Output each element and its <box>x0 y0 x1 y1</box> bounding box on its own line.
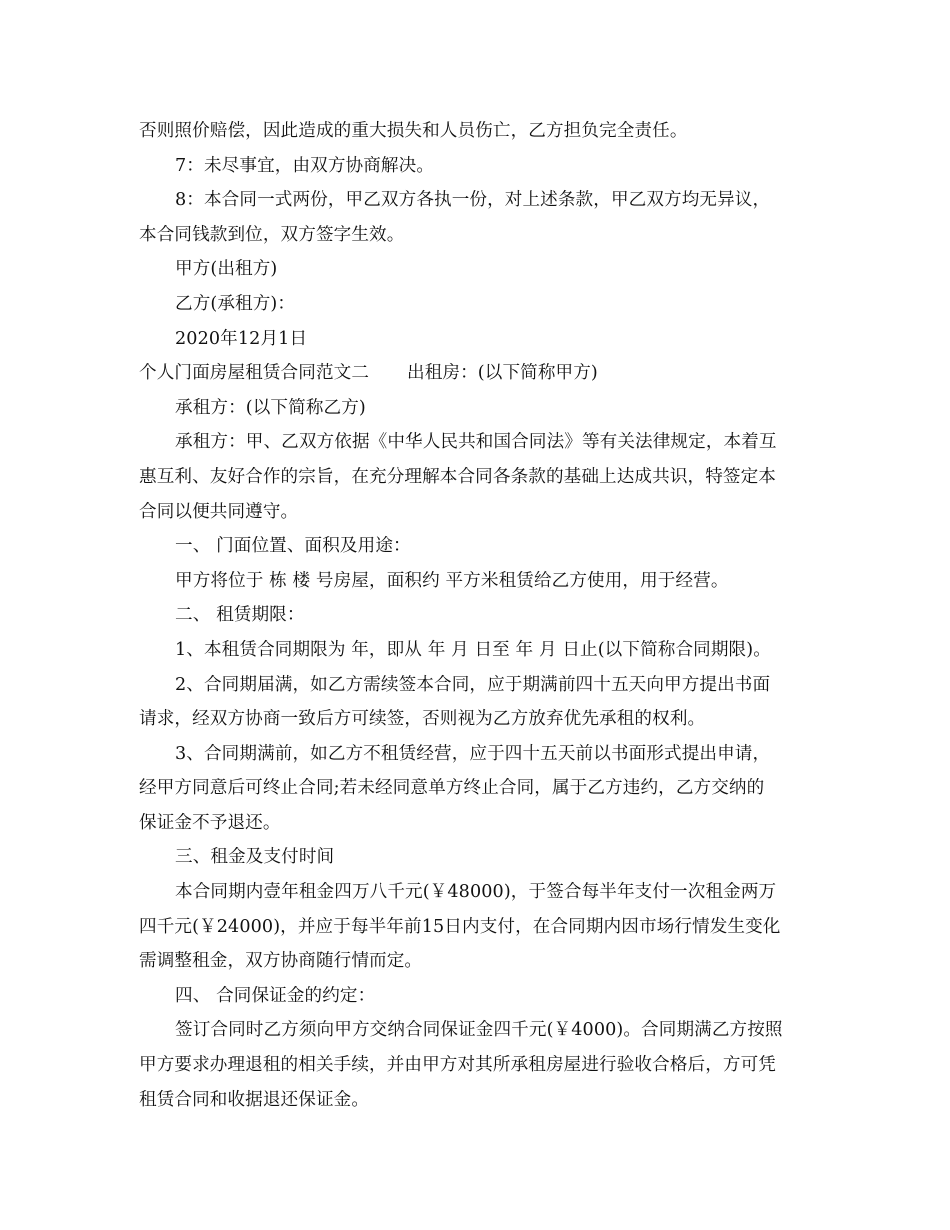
party-b-label: 乙方(承租方)： <box>175 293 296 314</box>
clause-heading: 二、 租赁期限： <box>175 605 305 626</box>
text-line: 8：本合同一式两份，甲乙双方各执一份，对上述条款，甲乙双方均无异议， <box>175 190 771 211</box>
text-line: 3、合同期满前，如乙方不租赁经营，应于四十五天前以书面形式提出申请， <box>175 743 771 764</box>
text-line: 本合同钱款到位，双方签字生效。 <box>139 224 405 245</box>
text-line: 本合同期内壹年租金四万八千元(￥48000)，于签合每半年支付一次租金两万 <box>175 882 777 903</box>
party-a-label: 甲方(出租方) <box>175 259 278 280</box>
text-line: 经甲方同意后可终止合同;若未经同意单方终止合同，属于乙方违约，乙方交纳的 <box>139 778 765 799</box>
lessee-label: 承租方：(以下简称乙方) <box>175 397 366 418</box>
text-line: 7：未尽事宜，由双方协商解决。 <box>175 155 435 176</box>
clause-heading: 三、租金及支付时间 <box>175 847 335 868</box>
text-line: 需调整租金，双方协商随行情而定。 <box>139 951 423 972</box>
text-line: 请求，经双方协商一致后方可续签，否则视为乙方放弃优先承租的权利。 <box>139 709 706 730</box>
text-line: 签订合同时乙方须向甲方交纳合同保证金四千元(￥4000)。合同期满乙方按照 <box>175 1020 783 1041</box>
clause-heading: 一、 门面位置、面积及用途： <box>175 536 411 557</box>
text-line: 甲方要求办理退租的相关手续，并由甲方对其所承租房屋进行验收合格后，方可凭 <box>139 1055 776 1076</box>
text-line: 1、本租赁合同期限为 年，即从 年 月 日至 年 月 日止(以下简称合同期限)。 <box>175 639 771 660</box>
text-line <box>139 356 819 391</box>
lessor-label: 出租房：(以下简称甲方) <box>407 363 598 384</box>
text-line: 甲方将位于 栋 楼 号房屋，面积约 平方米租赁给乙方使用，用于经营。 <box>175 570 729 591</box>
signing-date: 2020年12月1日 <box>175 328 308 349</box>
text-line: 保证金不予退还。 <box>139 812 281 833</box>
text-line: 2、合同期届满，如乙方需续签本合同，应于期满前四十五天向甲方提出书面 <box>175 674 771 695</box>
section-title: 个人门面房屋租赁合同范文二 <box>139 363 370 384</box>
text-line: 承租方：甲、乙双方依据《中华人民共和国合同法》等有关法律规定，本着互 <box>175 432 777 453</box>
text-line: 四千元(￥24000)，并应于每半年前15日内支付，在合同期内因市场行情发生变化 <box>139 916 781 937</box>
document-body <box>139 114 819 1117</box>
clause-heading: 四、 合同保证金的约定： <box>175 985 376 1006</box>
text-line: 租赁合同和收据退还保证金。 <box>139 1089 370 1110</box>
text-line: 惠互利、友好合作的宗旨，在充分理解本合同各条款的基础上达成共识，特签定本 <box>139 466 776 487</box>
text-line: 否则照价赔偿，因此造成的重大损失和人员伤亡，乙方担负完全责任。 <box>139 121 688 141</box>
text-line: 合同以便共同遵守。 <box>139 501 299 522</box>
